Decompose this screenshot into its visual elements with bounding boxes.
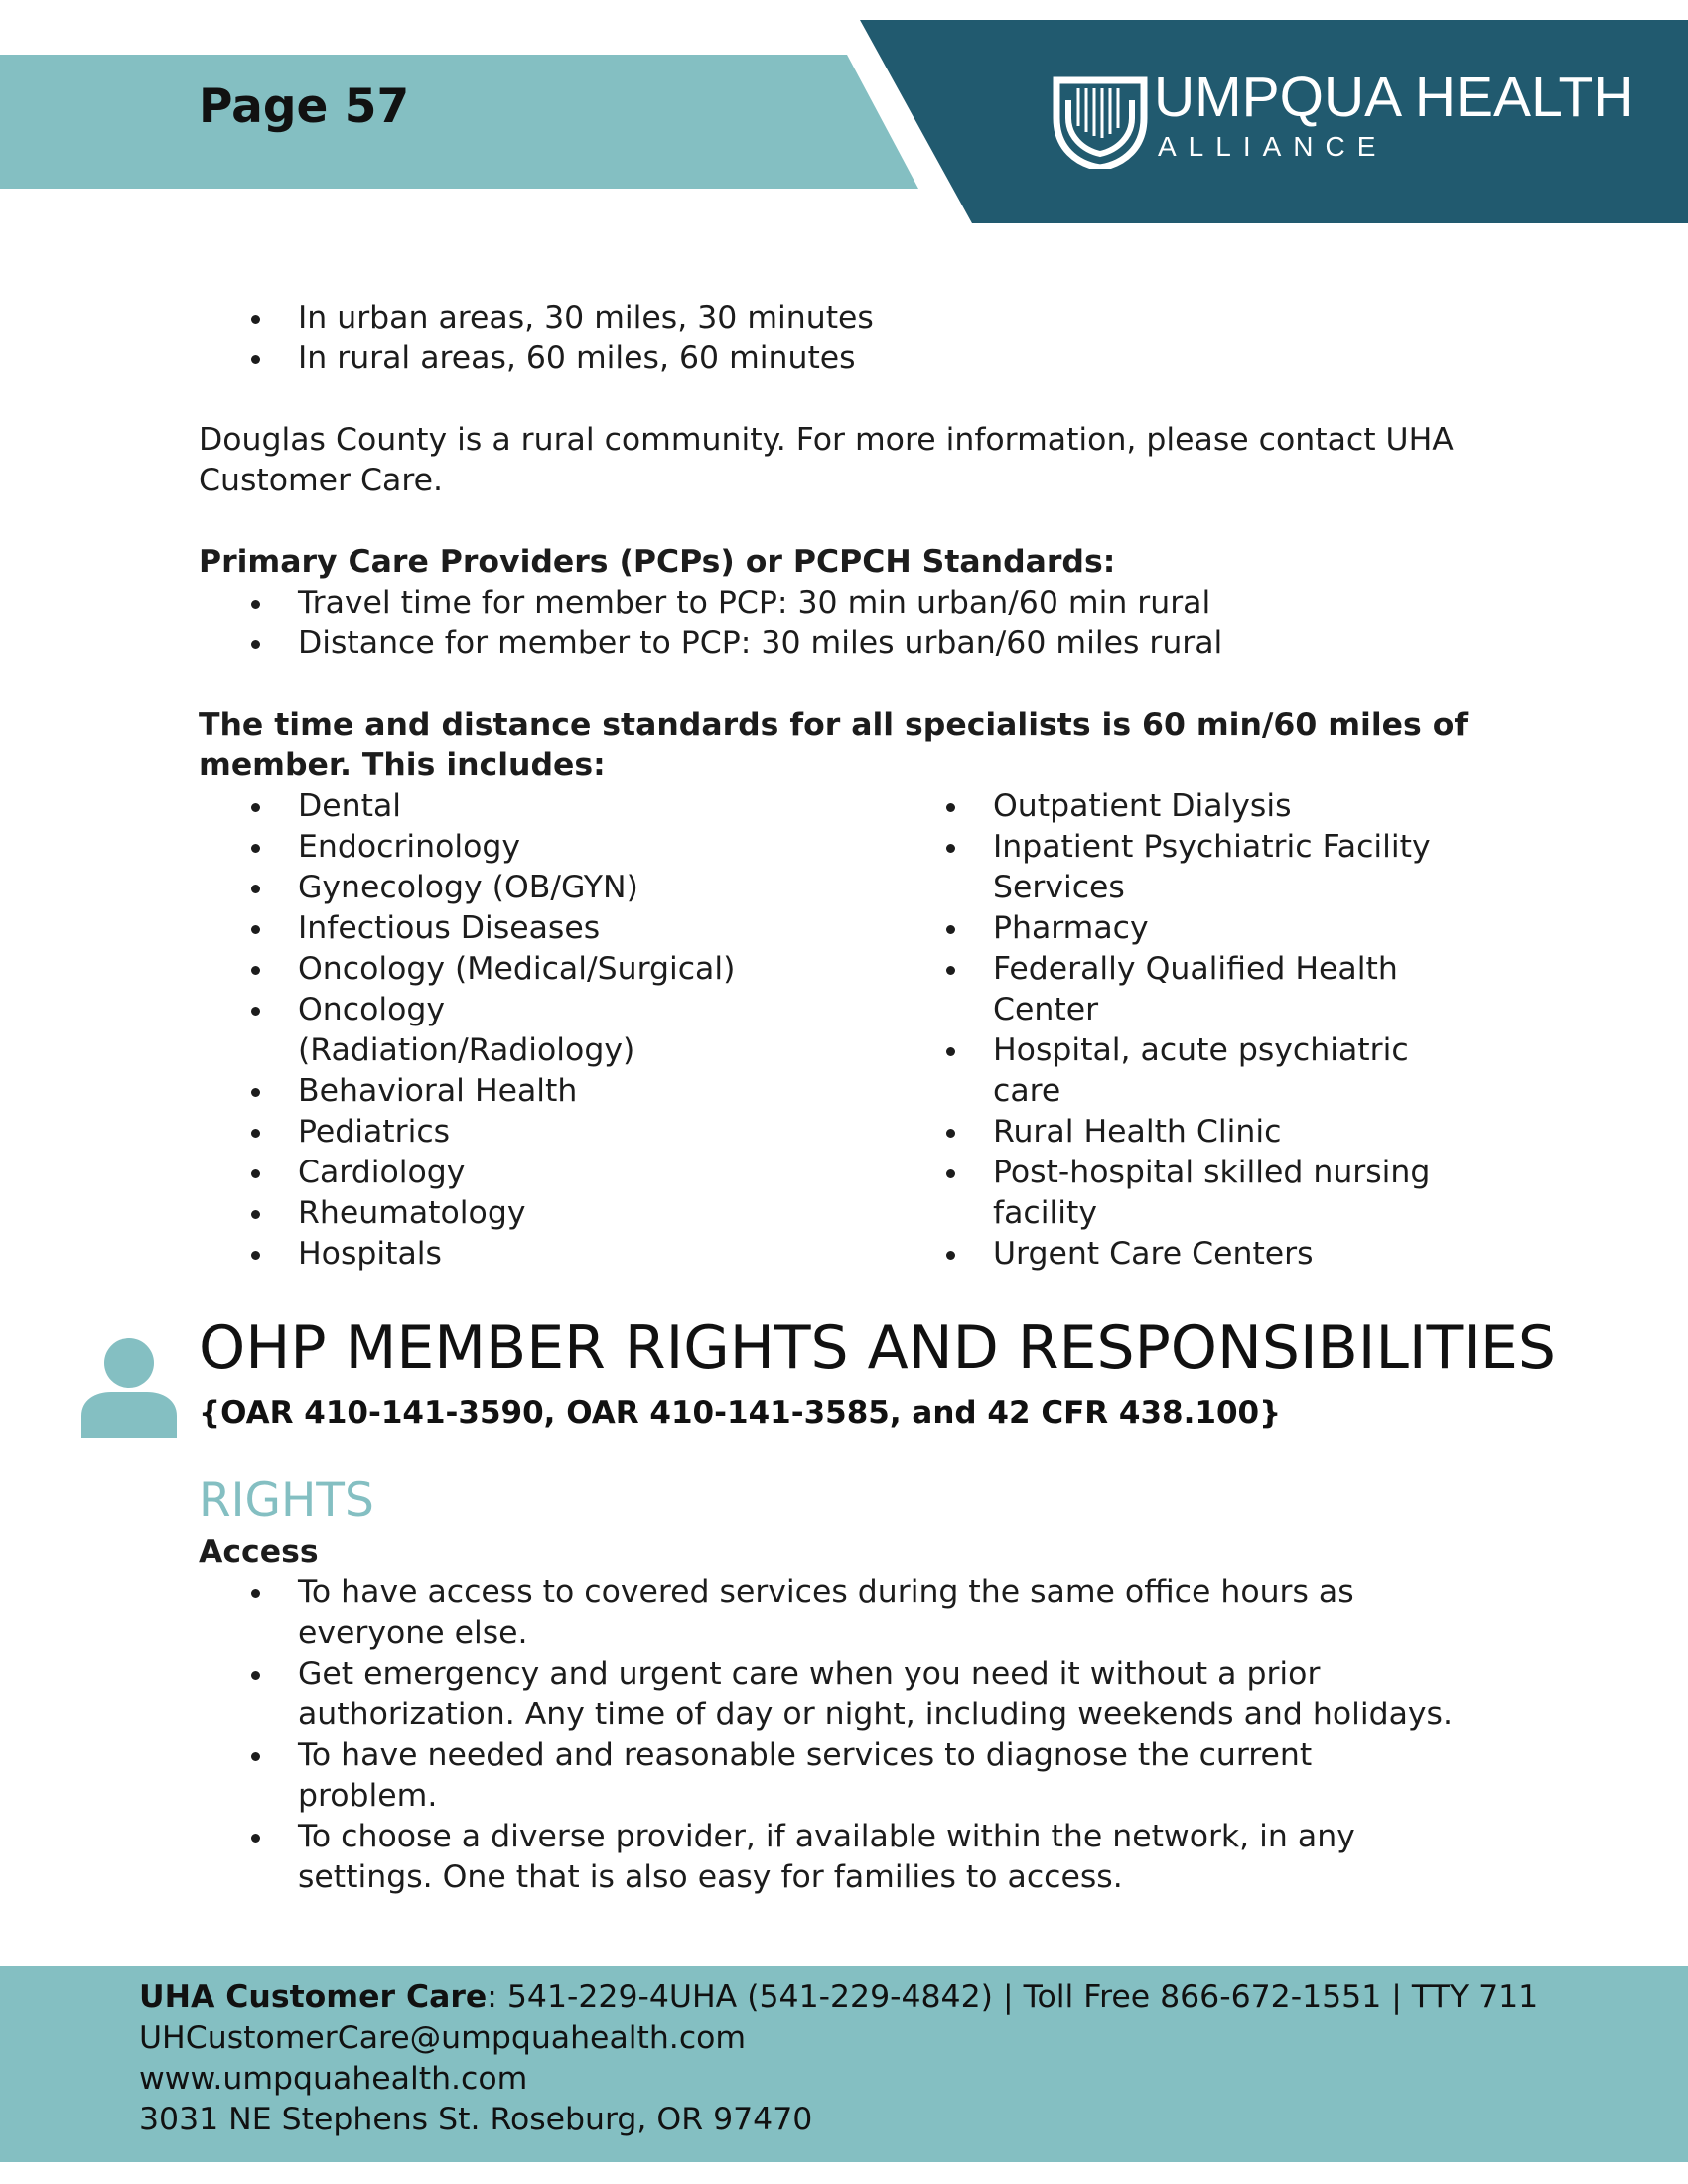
list-item: Endocrinology [298, 827, 894, 868]
list-item: Federally Qualified Health Center [993, 949, 1420, 1030]
list-item: In urban areas, 30 miles, 30 minutes [298, 298, 1489, 339]
list-item: Get emergency and urgent care when you need it without a prior authorization. Any time of day or night, including weekends and holidays. [298, 1654, 1519, 1735]
list-item: Post-hospital skilled nursing facility [993, 1153, 1450, 1234]
list-item: Pediatrics [298, 1112, 894, 1153]
list-item: Inpatient Psychiatric Facility Services [993, 827, 1460, 908]
rural-note: Douglas County is a rural community. For more information, please contact UHA Customer Care. [199, 422, 1454, 498]
footer-email[interactable]: UHCustomerCare@umpquahealth.com [139, 2020, 747, 2056]
rights-content [199, 1532, 1519, 1898]
list-item: Infectious Diseases [298, 908, 894, 949]
specialists-right-list [894, 786, 1489, 1275]
list-item: Distance for member to PCP: 30 miles urban/60 miles rural [298, 623, 1489, 664]
pcp-standards-list [199, 583, 1489, 664]
list-item: Oncology (Medical/Surgical) [298, 949, 894, 990]
list-item: To have access to covered services during the same office hours as everyone else. [298, 1572, 1410, 1654]
umpqua-health-logo-icon [1051, 74, 1150, 169]
list-item: Hospital, acute psychiatric care [993, 1030, 1440, 1112]
rights-heading: RIGHTS [199, 1473, 374, 1528]
list-item: Rheumatology [298, 1193, 894, 1234]
footer-address: 3031 NE Stephens St. Roseburg, OR 97470 [139, 2102, 813, 2137]
page-number: Page 57 [199, 79, 410, 134]
list-item: Oncology (Radiation/Radiology) [298, 990, 665, 1071]
list-item: Travel time for member to PCP: 30 min urban/60 min rural [298, 583, 1489, 623]
list-item: Pharmacy [993, 908, 1489, 949]
access-standards-list [199, 298, 1489, 379]
list-item: To choose a diverse provider, if available within the network, in any settings. One that is also easy for families to access. [298, 1817, 1410, 1898]
access-rights-list [199, 1572, 1519, 1898]
list-item: Dental [298, 786, 894, 827]
list-item: In rural areas, 60 miles, 60 minutes [298, 339, 1489, 379]
footer-phones: : 541-229-4UHA (541-229-4842) | Toll Free 866-672-1551 | TTY 711 [487, 1979, 1539, 2015]
list-item: To have needed and reasonable services to diagnose the current problem. [298, 1735, 1410, 1817]
person-icon [81, 1336, 177, 1438]
list-item: Urgent Care Centers [993, 1234, 1489, 1275]
list-item: Outpatient Dialysis [993, 786, 1489, 827]
list-item: Rural Health Clinic [993, 1112, 1489, 1153]
access-subheading: Access [199, 1534, 319, 1570]
standards-content [199, 298, 1489, 1275]
specialists-heading: The time and distance standards for all specialists is 60 min/60 miles of member. This includes: [199, 707, 1469, 783]
list-item: Behavioral Health [298, 1071, 894, 1112]
footer [0, 1966, 1688, 2162]
pcp-standards-heading: Primary Care Providers (PCPs) or PCPCH Standards: [199, 544, 1116, 580]
section-title: OHP MEMBER RIGHTS AND RESPONSIBILITIES [199, 1313, 1556, 1383]
specialists-left-list [199, 786, 894, 1275]
footer-website[interactable]: www.umpquahealth.com [139, 2061, 528, 2097]
footer-label: UHA Customer Care [139, 1979, 488, 2015]
list-item: Gynecology (OB/GYN) [298, 868, 894, 908]
header-band [0, 55, 918, 189]
section-citation: {OAR 410-141-3590, OAR 410-141-3585, and 42 CFR 438.100} [199, 1395, 1282, 1431]
specialists-columns [199, 786, 1489, 1275]
logo-name: UMPQUA HEALTH [1154, 66, 1634, 129]
logo-subtitle: ALLIANCE [1158, 131, 1388, 162]
list-item: Hospitals [298, 1234, 894, 1275]
footer-contact [139, 1978, 1538, 2140]
list-item: Cardiology [298, 1153, 894, 1193]
